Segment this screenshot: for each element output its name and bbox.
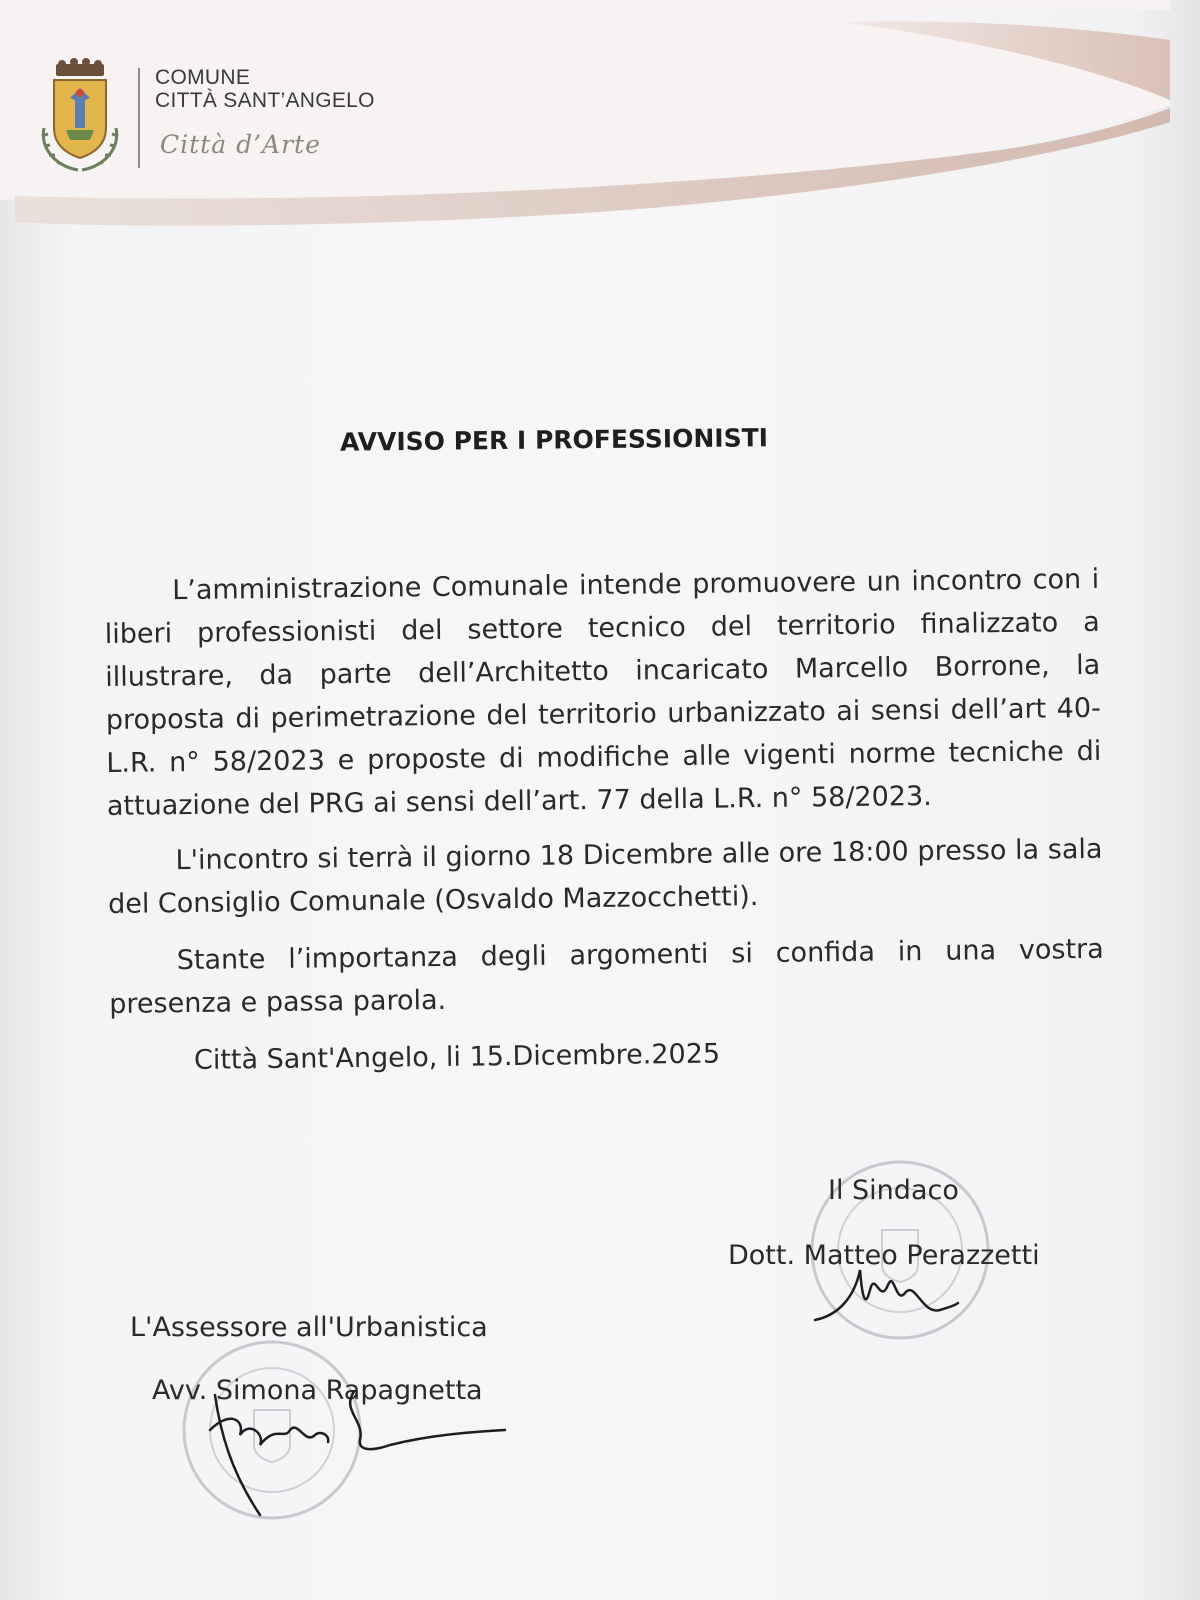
- header-divider: [138, 68, 140, 168]
- notice-title: AVVISO PER I PROFESSIONISTI: [339, 423, 769, 457]
- header-line-comune: COMUNE: [155, 66, 251, 89]
- assessor-name: Avv. Simona Rapagnetta: [152, 1375, 483, 1406]
- notice-body: [104, 558, 1105, 1097]
- paragraph-announcement: L’amministrazione Comunale intende promuovere un incontro con i liberi professionisti del settore tecnico del territorio finalizzato a illustrare, da parte dell’Architetto incaricato Marcello Borrone, la proposta di perimetrazione del territorio urbanizzato ai sensi dell’art 40-L.R. n° 58/2023 e proposte di modifiche alle vigenti norme tecniche di attuazione del PRG ai sensi dell’art. 77 della L.R. n° 58/2023.: [104, 563, 1102, 822]
- mayor-title: Il Sindaco: [828, 1175, 959, 1206]
- header-motto: Città d’Arte: [160, 130, 321, 159]
- paragraph-invitation: Stante l’importanza degli argomenti si confida in una vostra presenza e passa parola.: [109, 933, 1104, 1020]
- header-decorative-band: [0, 0, 1200, 240]
- place-and-date: Città Sant'Angelo, li 15.Dicembre.2025: [193, 1038, 721, 1076]
- paragraph-meeting-details: L'incontro si terrà il giorno 18 Dicembre alle ore 18:00 presso la sala del Consiglio Comunale (Osvaldo Mazzocchetti).: [107, 833, 1103, 920]
- mayor-signature-icon: [810, 1255, 960, 1330]
- assessor-signature-icon: [190, 1390, 510, 1520]
- assessor-title: L'Assessore all'Urbanistica: [130, 1312, 488, 1343]
- mayor-name: Dott. Matteo Perazzetti: [728, 1240, 1040, 1271]
- header-line-city: CITTÀ SANT’ANGELO: [155, 89, 375, 112]
- municipality-header: [155, 66, 375, 112]
- municipal-crest-icon: [30, 58, 130, 183]
